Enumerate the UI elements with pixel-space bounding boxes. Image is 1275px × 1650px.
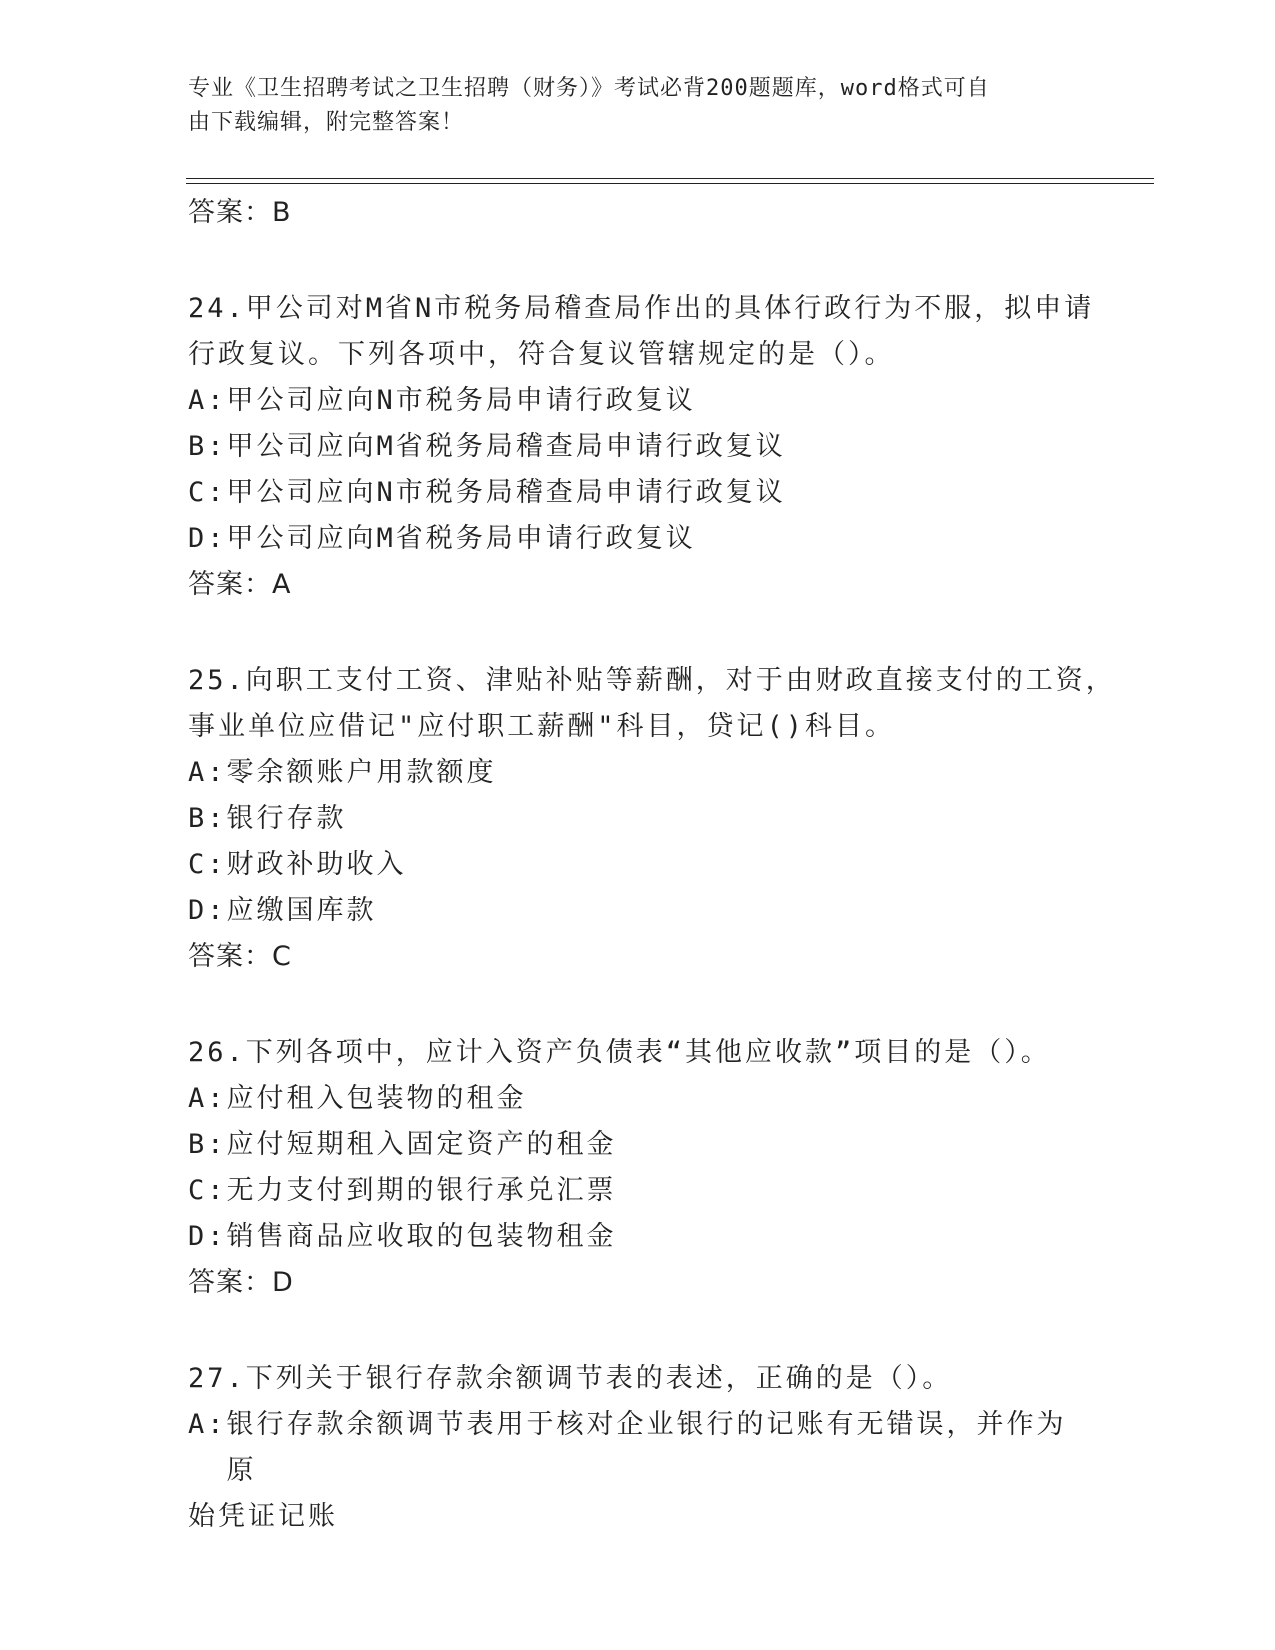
spacer xyxy=(188,1306,1088,1356)
question-stem: 25.向职工支付工资、津贴补贴等薪酬，对于由财政直接支付的工资， xyxy=(188,665,1116,696)
option-c: C: 无力支付到期的银行承兑汇票 xyxy=(188,1175,617,1206)
answer-line: 答案：B xyxy=(188,197,292,228)
option-b: B: 应付短期租入固定资产的租金 xyxy=(188,1129,617,1160)
question-stem: 行政复议。下列各项中，符合复议管辖规定的是（）。 xyxy=(188,339,895,370)
option-a: A: 零余额账户用款额度 xyxy=(188,757,497,788)
option-c: C: 财政补助收入 xyxy=(188,849,407,880)
spacer xyxy=(188,608,1088,658)
header-rule-top xyxy=(186,178,1154,179)
document-header xyxy=(188,72,1068,140)
answer-line: 答案：C xyxy=(188,941,292,972)
option-d: D: 甲公司应向M省税务局申请行政复议 xyxy=(188,523,696,554)
header-line-2: 由下载编辑，附完整答案！ xyxy=(188,110,465,135)
header-rule-bottom xyxy=(186,183,1154,184)
spacer xyxy=(188,980,1088,1030)
question-stem: 26.下列各项中，应计入资产负债表“其他应收款”项目的是（）。 xyxy=(188,1037,1051,1068)
question-stem: 事业单位应借记"应付职工薪酬"科目，贷记()科目。 xyxy=(188,711,896,742)
question-stem: 24.甲公司对M省N市税务局稽查局作出的具体行政行为不服，拟申请 xyxy=(188,293,1095,324)
option-a: A: 应付租入包装物的租金 xyxy=(188,1083,527,1114)
question-26 xyxy=(188,1030,1088,1306)
question-27 xyxy=(188,1356,1088,1540)
option-d: D: 销售商品应收取的包装物租金 xyxy=(188,1221,617,1252)
option-b: B: 银行存款 xyxy=(188,803,347,834)
spacer xyxy=(188,236,1088,286)
option-a-continuation: 始凭证记账 xyxy=(188,1501,338,1532)
option-a: A: 银行存款余额调节表用于核对企业银行的记账有无错误，并作为原 xyxy=(188,1409,1067,1486)
option-b: B: 甲公司应向M省税务局稽查局申请行政复议 xyxy=(188,431,786,462)
header-line-1: 专业《卫生招聘考试之卫生招聘（财务）》考试必背200题题库，word格式可自 xyxy=(188,76,990,101)
answer-line: 答案：D xyxy=(188,1267,294,1298)
question-list xyxy=(188,190,1116,1540)
answer-line: 答案：A xyxy=(188,569,292,600)
question-25 xyxy=(188,658,1116,980)
question-24 xyxy=(188,286,1095,608)
question-stem: 27.下列关于银行存款余额调节表的表述，正确的是（）。 xyxy=(188,1363,953,1394)
option-c: C: 甲公司应向N市税务局稽查局申请行政复议 xyxy=(188,477,786,508)
option-d: D: 应缴国库款 xyxy=(188,895,377,926)
option-a: A: 甲公司应向N市税务局申请行政复议 xyxy=(188,385,696,416)
